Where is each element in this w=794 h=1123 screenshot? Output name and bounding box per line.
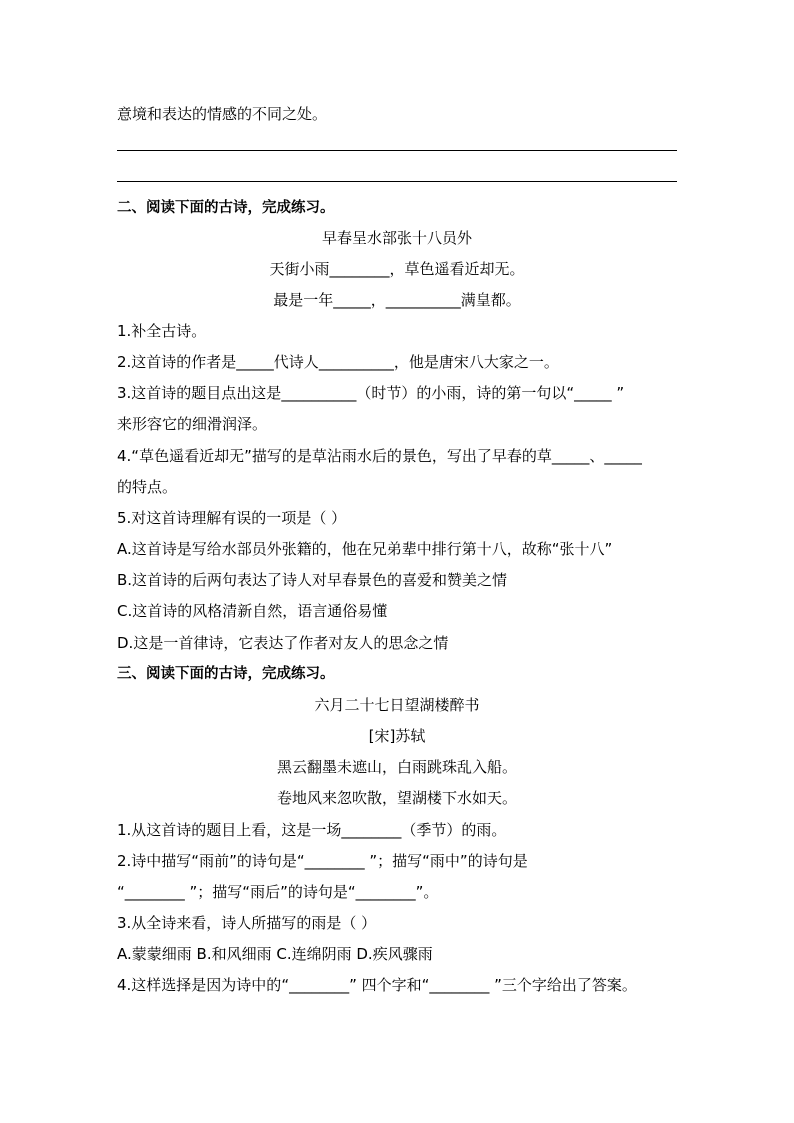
options-row: A.蒙蒙细雨 B.和风细雨 C.连绵阴雨 D.疾风骤雨	[117, 945, 433, 963]
poem-line: 卷地风来忽吹散，望湖楼下水如天。	[276, 789, 517, 807]
question: 2.诗中描写“雨前”的诗句是“________ ”；描写“雨中”的诗句是	[117, 852, 528, 870]
question: 4.“草色遥看近却无”描写的是草沾雨水后的景色，写出了早春的草_____、_____	[117, 447, 642, 465]
question: 1.从这首诗的题目上看，这是一场________（季节）的雨。	[117, 821, 507, 839]
intro-tail-text: 意境和表达的情感的不同之处。	[117, 105, 328, 123]
section2-heading: 二、阅读下面的古诗，完成练习。	[117, 199, 335, 216]
question: 3.这首诗的题目点出这是__________（时节）的小雨，诗的第一句以“_____ ”	[117, 384, 625, 402]
option-b: B.这首诗的后两句表达了诗人对早春景色的喜爱和赞美之情	[117, 571, 508, 589]
question: 1.补全古诗。	[117, 322, 207, 340]
answer-line	[117, 181, 677, 182]
section3-heading: 三、阅读下面的古诗，完成练习。	[117, 665, 335, 682]
poem-line: 最是一年_____，__________满皇都。	[273, 291, 521, 309]
option-a: A.这首诗是写给水部员外张籍的，他在兄弟辈中排行第十八，故称“张十八”	[117, 540, 613, 558]
poem-line: 天街小雨________，草色遥看近却无。	[269, 260, 525, 278]
poem-title: 六月二十七日望湖楼醉书	[314, 696, 480, 714]
question: 2.这首诗的作者是_____代诗人__________，他是唐宋八大家之一。	[117, 353, 559, 371]
question-continued: “________ ”；描写“雨后”的诗句是“________”。	[117, 883, 439, 901]
poem-author: [宋]苏轼	[368, 727, 426, 745]
question-continued: 来形容它的细滑润泽。	[117, 415, 268, 433]
question-continued: 的特点。	[117, 478, 178, 496]
question: 3.从全诗来看，诗人所描写的雨是（ ）	[117, 914, 377, 932]
question: 4.这样选择是因为诗中的“________” 四个字和“________ ”三个字给出了答案。	[117, 976, 637, 994]
question: 5.对这首诗理解有误的一项是（ ）	[117, 509, 347, 527]
option-d: D.这是一首律诗，它表达了作者对友人的思念之情	[117, 634, 449, 652]
answer-line	[117, 150, 677, 151]
poem-line: 黑云翻墨未遮山，白雨跳珠乱入船。	[276, 758, 517, 776]
poem-title: 早春呈水部张十八员外	[321, 229, 472, 247]
option-c: C.这首诗的风格清新自然，语言通俗易懂	[117, 602, 388, 620]
